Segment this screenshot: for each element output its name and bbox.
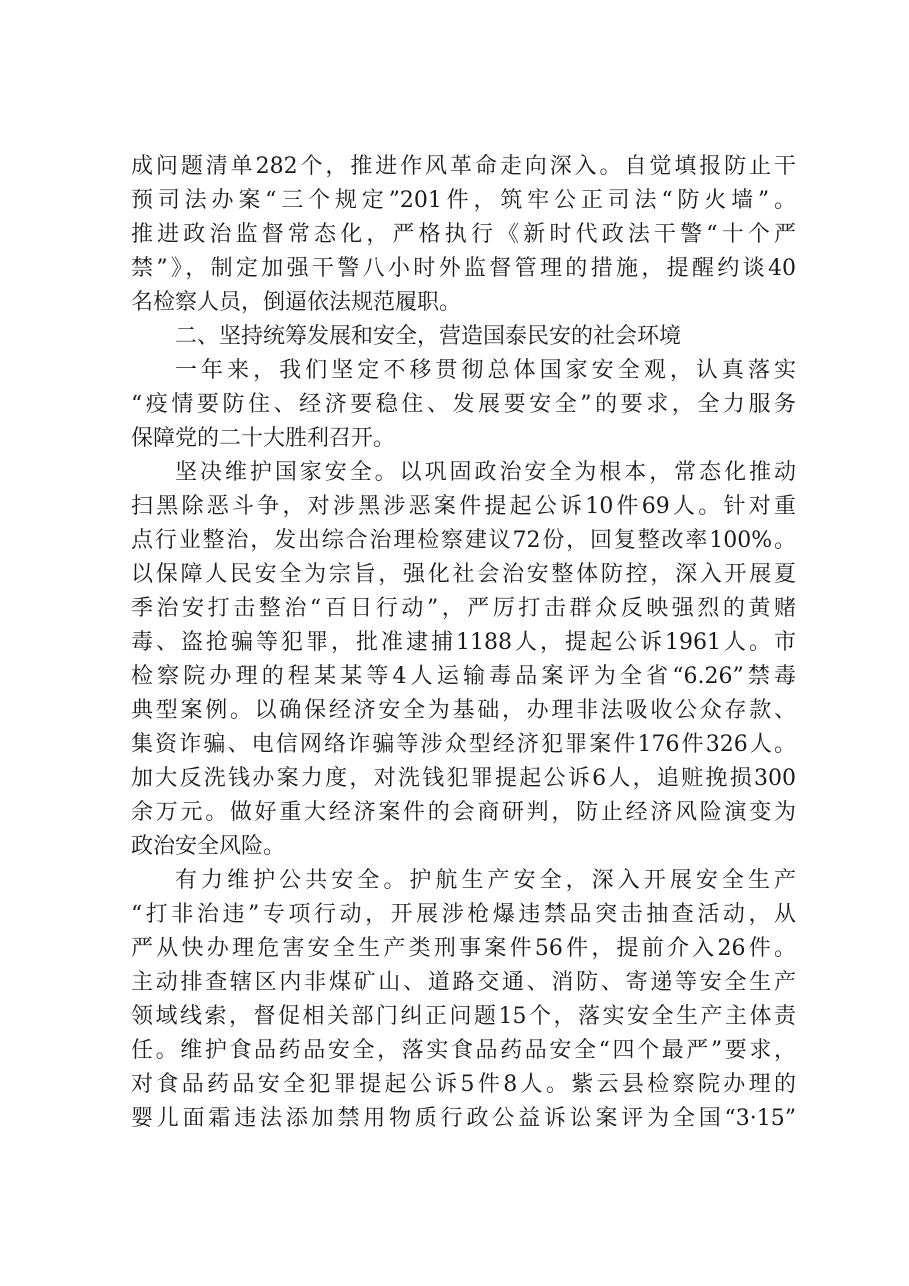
text-line: 毒、盗抢骗等犯罪，批准逮捕1188人，提起公诉1961人。市 — [131, 630, 796, 655]
text-line: 有力维护公共安全。护航生产安全，深入开展安全生产 — [175, 868, 796, 893]
text-line: 季治安打击整治“百日行动”，严厉打击群众反映强烈的黄赌 — [131, 596, 796, 621]
text-line: 禁”》，制定加强干警八小时外监督管理的措施，提醒约谈40 — [131, 256, 796, 281]
paragraph-intro — [131, 354, 796, 456]
text-line: 扫黑除恶斗争，对涉黑涉恶案件提起公诉10件69人。针对重 — [131, 494, 796, 519]
text-line: “疫情要防住、经济要稳住、发展要安全”的要求，全力服务 — [131, 392, 796, 417]
document-page — [131, 150, 796, 1136]
text-line: 推进政治监督常态化，严格执行《新时代政法干警“十个严 — [131, 222, 796, 247]
text-line: “打非治违”专项行动，开展涉枪爆违禁品突击抽查活动，从 — [131, 902, 796, 927]
text-line: 一年来，我们坚定不移贯彻总体国家安全观，认真落实 — [175, 358, 796, 383]
text-line: 坚决维护国家安全。以巩固政治安全为根本，常态化推动 — [175, 460, 796, 485]
paragraph-public-security — [131, 864, 796, 1136]
text-line: 成问题清单282个，推进作风革命走向深入。自觉填报防止干 — [131, 154, 796, 179]
text-line: 对食品药品安全犯罪提起公诉5件8人。紫云县检察院办理的 — [131, 1072, 796, 1097]
section-heading-text: 二、坚持统筹发展和安全，营造国泰民安的社会环境 — [175, 324, 682, 349]
text-line: 以保障人民安全为宗旨，强化社会治安整体防控，深入开展夏 — [131, 562, 796, 587]
section-heading — [131, 320, 796, 354]
text-line: 主动排查辖区内非煤矿山、道路交通、消防、寄递等安全生产 — [131, 970, 796, 995]
text-line: 集资诈骗、电信网络诈骗等涉众型经济犯罪案件176件326人。 — [131, 732, 796, 757]
text-line: 余万元。做好重大经济案件的会商研判，防止经济风险演变为 — [131, 800, 796, 825]
text-line: 严从快办理危害安全生产类刑事案件56件，提前介入26件。 — [131, 936, 796, 961]
text-line: 典型案例。以确保经济安全为基础，办理非法吸收公众存款、 — [131, 698, 796, 723]
text-line: 点行业整治，发出综合治理检察建议72份，回复整改率100%。 — [131, 528, 796, 553]
text-line: 政治安全风险。 — [131, 834, 286, 859]
text-line: 加大反洗钱办案力度，对洗钱犯罪提起公诉6人，追赃挽损300 — [131, 766, 796, 791]
text-line: 领域线索，督促相关部门纠正问题15个，落实安全生产主体责 — [131, 1004, 796, 1029]
text-line: 名检察人员，倒逼依法规范履职。 — [131, 290, 462, 315]
text-line: 预司法办案“三个规定”201件，筑牢公正司法“防火墙”。 — [131, 188, 796, 213]
paragraph-national-security — [131, 456, 796, 864]
text-line: 保障党的二十大胜利召开。 — [131, 426, 396, 451]
paragraph-discipline — [131, 150, 796, 320]
text-line: 婴儿面霜违法添加禁用物质行政公益诉讼案评为全国“3·15” — [131, 1106, 796, 1131]
text-line: 检察院办理的程某某等4人运输毒品案评为全省“6.26”禁毒 — [131, 664, 796, 689]
text-line: 任。维护食品药品安全，落实食品药品安全“四个最严”要求， — [131, 1038, 796, 1063]
